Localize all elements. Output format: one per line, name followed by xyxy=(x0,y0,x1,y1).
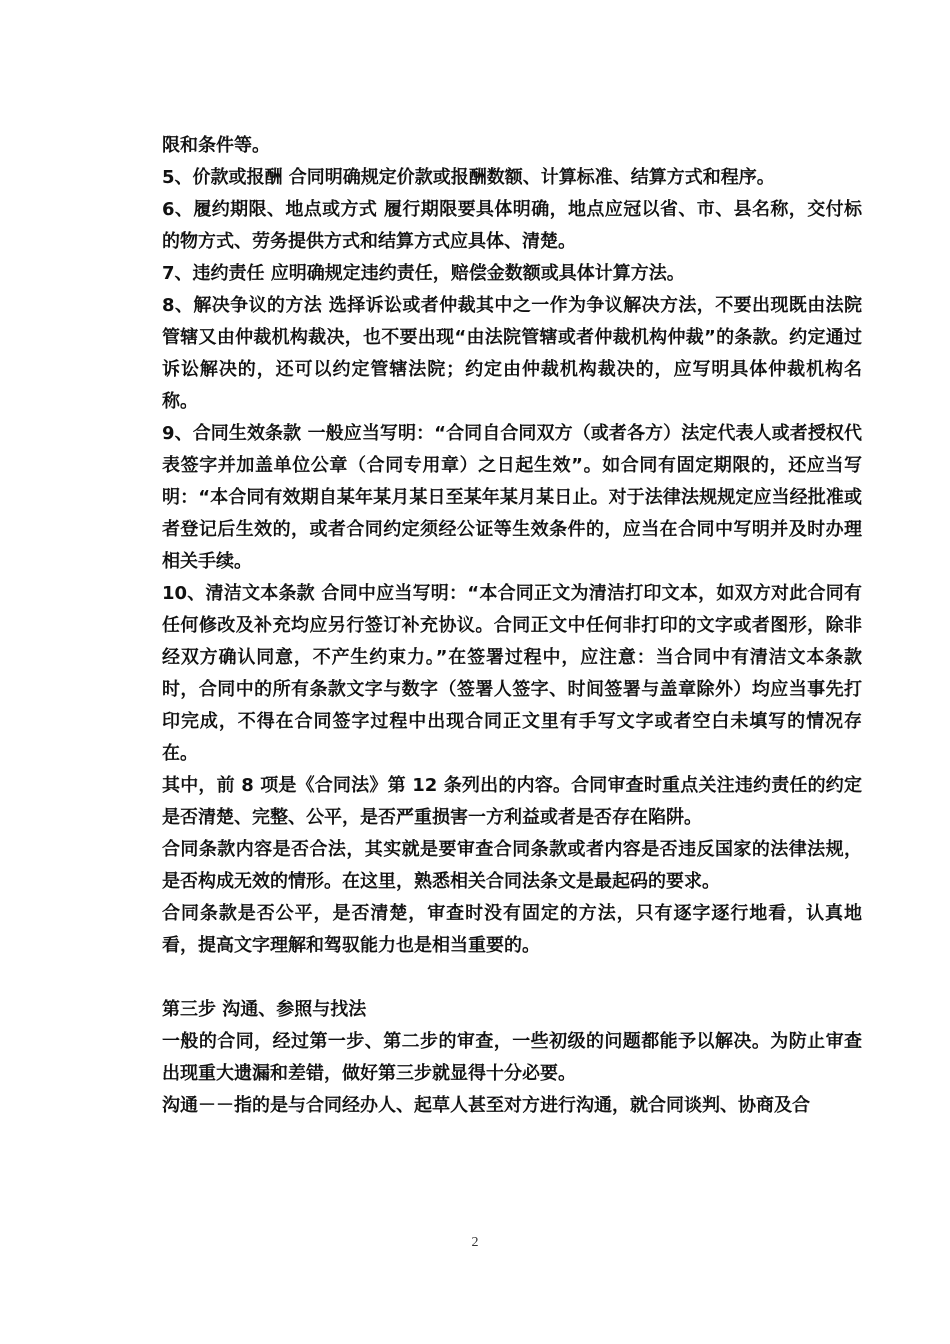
paragraph-clause-8-dispute: 8、解决争议的方法 选择诉讼或者仲裁其中之一作为争议解决方法，不要出现既由法院管辖又由仲裁机构裁决，也不要出现“由法院管辖或者仲裁机构仲裁”的条款。约定通过诉讼解决的，还可以约定管辖法院；约定由仲裁机构裁决的，应写明具体仲裁机构名称。 xyxy=(162,295,862,412)
paragraph-first-eight-items: 其中，前 8 项是《合同法》第 12 条列出的内容。合同审查时重点关注违约责任的约定是否清楚、完整、公平，是否严重损害一方利益或者是否存在陷阱。 xyxy=(162,775,862,828)
paragraph-clause-5-price: 5、价款或报酬 合同明确规定价款或报酬数额、计算标准、结算方式和程序。 xyxy=(162,167,775,188)
paragraph-section-three-intro: 一般的合同，经过第一步、第二步的审查，一些初级的问题都能予以解决。为防止审查出现重大遗漏和差错，做好第三步就显得十分必要。 xyxy=(162,1031,862,1084)
section-three-heading: 第三步 沟通、参照与找法 xyxy=(162,999,367,1020)
paragraph-fairness: 合同条款是否公平，是否清楚，审查时没有固定的方法，只有逐字逐行地看，认真地看，提高文字理解和驾驭能力也是相当重要的。 xyxy=(162,903,862,956)
paragraph-clause-9-effectiveness: 9、合同生效条款 一般应当写明：“合同自合同双方（或者各方）法定代表人或者授权代表签字并加盖单位公章（合同专用章）之日起生效”。如合同有固定期限的，还应当写明：“本合同有效期自某年某月某日至某年某月某日止。对于法律法规规定应当经批准或者登记后生效的，或者合同约定须经公证等生效条件的，应当在合同中写明并及时办理相关手续。 xyxy=(162,423,862,572)
paragraph-clause-6-performance: 6、履约期限、地点或方式 履行期限要具体明确，地点应冠以省、市、县名称，交付标的物方式、劳务提供方式和结算方式应具体、清楚。 xyxy=(162,199,862,252)
paragraph-clause-10-clean-text: 10、清洁文本条款 合同中应当写明：“本合同正文为清洁打印文本，如双方对此合同有任何修改及补充均应另行签订补充协议。合同正文中任何非打印的文字或者图形，除非经双方确认同意，不产生约束力。”在签署过程中，应注意：当合同中有清洁文本条款时，合同中的所有条款文字与数字（签署人签字、时间签署与盖章除外）均应当事先打印完成，不得在合同签字过程中出现合同正文里有手写文字或者空白未填写的情况存在。 xyxy=(162,583,862,764)
paragraph-communication: 沟通－－指的是与合同经办人、起草人甚至对方进行沟通，就合同谈判、协商及合 xyxy=(162,1095,810,1116)
page-number: 2 xyxy=(471,1235,479,1250)
section-spacer xyxy=(162,962,862,994)
paragraph-clause-7-liability: 7、违约责任 应明确规定违约责任，赔偿金数额或具体计算方法。 xyxy=(162,263,685,284)
paragraph-legality: 合同条款内容是否合法，其实就是要审查合同条款或者内容是否违反国家的法律法规，是否构成无效的情形。在这里，熟悉相关合同法条文是最起码的要求。 xyxy=(162,839,862,892)
paragraph-limits-conditions: 限和条件等。 xyxy=(162,135,270,156)
document-body xyxy=(162,130,862,1122)
